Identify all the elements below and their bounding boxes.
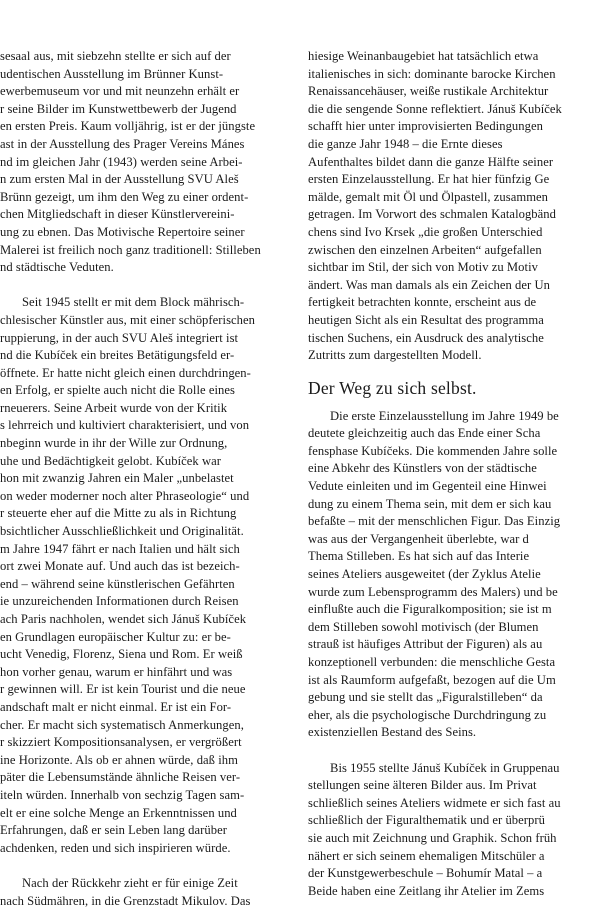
text-line: nähert er sich seinem ehemaligen Mitschüler a — [308, 848, 600, 866]
paragraph — [0, 294, 297, 857]
text-line: heutigen Sicht als ein Resultat des programma — [308, 312, 600, 330]
text-line: ucht Venedig, Florenz, Siena und Rom. Er weiß — [0, 646, 297, 664]
text-line: iteln würden. Innerhalb von sechzig Tagen sam- — [0, 787, 297, 805]
text-line: ie unzureichenden Informationen durch Reisen — [0, 593, 297, 611]
text-line: m Jahre 1947 fährt er nach Italien und hält sich — [0, 541, 297, 559]
text-line: ine Horizonte. Als ob er ahnen würde, daß ihm — [0, 752, 297, 770]
text-line: nd die Kubíček ein breites Betätigungsfeld er- — [0, 347, 297, 365]
text-line: chen Mitgliedschaft in dieser Künstlervereini- — [0, 206, 297, 224]
text-line: Seit 1945 stellt er mit dem Block mährisch- — [0, 294, 297, 312]
text-line: gebung und sie stellt das „Figuralstilleben“ da — [308, 689, 600, 707]
paragraph — [308, 48, 600, 365]
paragraph-gap — [0, 857, 297, 875]
text-line: ung zu ebnen. Das Motivische Repertoire seiner — [0, 224, 297, 242]
text-line: ort zwei Monate auf. Und auch das ist bezeich- — [0, 558, 297, 576]
paragraph-gap — [308, 742, 600, 760]
text-line: Die erste Einzelausstellung im Jahre 1949 be — [308, 408, 600, 426]
text-line: Vedute einleiten und im Gegenteil eine Hinwei — [308, 478, 600, 496]
text-line: wurde zum Lebensprogramm des Malers) und be — [308, 584, 600, 602]
text-line: stellungen seine älteren Bilder aus. Im Privat — [308, 777, 600, 795]
paragraph — [308, 760, 600, 901]
text-line: Zutritts zum dargestellten Modell. — [308, 347, 600, 365]
text-line: päter die Lebensumstände ähnliche Reisen ver- — [0, 769, 297, 787]
text-line: andschaft malt er nicht einmal. Er ist ein For- — [0, 699, 297, 717]
text-line: der Kunstgewerbeschule – Bohumír Matal – a — [308, 865, 600, 883]
text-line: rneuerers. Seine Arbeit wurde von der Kritik — [0, 400, 297, 418]
text-line: cher. Er macht sich systematisch Anmerkungen, — [0, 717, 297, 735]
text-line: ewerbemuseum vor und mit neunzehn erhält er — [0, 83, 297, 101]
text-line: hon vorher genau, warum er hinfährt und was — [0, 664, 297, 682]
text-line: udentischen Ausstellung im Brünner Kunst- — [0, 66, 297, 84]
paragraph — [308, 408, 600, 742]
text-line: r steuerte eher auf die Mitte zu als in Richtung — [0, 505, 297, 523]
text-line: fertigkeit betrachten konnte, erscheint aus de — [308, 294, 600, 312]
text-line: hon mit zwanzig Jahren ein Maler „unbelastet — [0, 470, 297, 488]
text-line: schafft hier unter improvisierten Bedingungen — [308, 118, 600, 136]
text-line: r seine Bilder im Kunstwettbewerb der Jugend — [0, 101, 297, 119]
text-line: die die sengende Sonne reflektiert. Jánuš Kubíček — [308, 101, 600, 119]
text-line: zwischen den einzelnen Arbeiten“ aufgefallen — [308, 242, 600, 260]
text-line: en Erfolg, er spielte auch nicht die Rolle eines — [0, 382, 297, 400]
text-line: en ersten Preis. Kaum volljährig, ist er der jüngste — [0, 118, 297, 136]
text-line: sesaal aus, mit siebzehn stellte er sich auf der — [0, 48, 297, 66]
text-line: elt er eine solche Menge an Erkenntnissen und — [0, 805, 297, 823]
text-line: einflußte auch die Figuralkomposition; sie ist m — [308, 601, 600, 619]
text-line: Aufenthaltes bildet dann die ganze Hälfte seiner — [308, 154, 600, 172]
text-line: chlesischer Künstler aus, mit einer schöpferischen — [0, 312, 297, 330]
paragraph-gap — [0, 277, 297, 295]
text-line: nbeginn wurde in ihr der Wille zur Ordnung, — [0, 435, 297, 453]
text-line: uhe und Bedächtigkeit gelobt. Kubíček war — [0, 453, 297, 471]
text-line: ersten Einzelausstellung. Er hat hier fünfzig Ge — [308, 171, 600, 189]
text-line: was aus der Vergangenheit überlebte, war d — [308, 531, 600, 549]
text-line: en Grundlagen europäischer Kultur zu: er be- — [0, 629, 297, 647]
text-line: bsichtlicher Ausschließlichkeit und Originalität. — [0, 523, 297, 541]
text-line: nd im gleichen Jahr (1943) werden seine Arbei- — [0, 154, 297, 172]
text-line: strauß ist häufiges Attribut der Figuren) als au — [308, 636, 600, 654]
text-line: s lehrreich und kultiviert charakterisiert, und von — [0, 417, 297, 435]
text-line: sie auch mit Zeichnung und Graphik. Schon früh — [308, 830, 600, 848]
text-line: nd städtische Veduten. — [0, 259, 297, 277]
text-line: Renaissancehäuser, weiße rustikale Architektur — [308, 83, 600, 101]
right-text-column — [308, 48, 600, 900]
text-line: Brünn gezeigt, um ihm den Weg zu einer ordent- — [0, 189, 297, 207]
text-line: Nach der Rückkehr zieht er für einige Zeit — [0, 875, 297, 893]
text-line: tischen Suchens, ein Ausdruck des analytische — [308, 330, 600, 348]
text-line: Malerei ist freilich noch ganz traditionell: Stilleben — [0, 242, 297, 260]
text-line: end – während seine künstlerischen Gefährten — [0, 576, 297, 594]
text-line: nach Südmähren, in die Grenzstadt Mikulov. Das — [0, 893, 297, 910]
text-line: achdenken, reden und sich inspirieren würde. — [0, 840, 297, 858]
text-line: fensphase Kubíčeks. Die kommenden Jahre solle — [308, 443, 600, 461]
text-line: on weder moderner noch alter Phraseologie“ und — [0, 488, 297, 506]
text-line: dem Stilleben sowohl motivisch (der Blumen — [308, 619, 600, 637]
paragraph — [0, 875, 297, 910]
text-line: die ganze Jahr 1948 – die Ernte dieses — [308, 136, 600, 154]
text-line: deutete gleichzeitig auch das Ende einer Scha — [308, 425, 600, 443]
text-line: ist als Raumform aufgefaßt, bezogen auf die Um — [308, 672, 600, 690]
text-line: r skizziert Kompositionsanalysen, er vergrößert — [0, 734, 297, 752]
text-line: chens sind Ivo Krsek „die großen Unterschied — [308, 224, 600, 242]
text-line: öffnete. Er hatte nicht gleich einen durchdringen- — [0, 365, 297, 383]
text-line: ruppierung, in der auch SVU Aleš integriert ist — [0, 330, 297, 348]
text-line: sichtbar im Stil, der sich von Motiv zu Motiv — [308, 259, 600, 277]
text-line: eher, als die psychologische Durchdringung zu — [308, 707, 600, 725]
text-line: ast in der Ausstellung des Prager Vereins Mánes — [0, 136, 297, 154]
text-line: existenziellen Bestand des Seins. — [308, 724, 600, 742]
text-line: Thema Stilleben. Es hat sich auf das Interie — [308, 548, 600, 566]
text-line: ändert. Was man damals als ein Zeichen der Un — [308, 277, 600, 295]
text-line: r gewinnen will. Er ist kein Tourist und die neue — [0, 681, 297, 699]
text-line: konzeptionell verbunden: die menschliche Gesta — [308, 654, 600, 672]
text-line: eine Abkehr des Künstlers von der städtische — [308, 460, 600, 478]
left-text-column — [0, 48, 297, 910]
text-line: schließlich der Figuralthematik und er überprü — [308, 812, 600, 830]
text-line: dung zu einem Thema sein, mit dem er sich kau — [308, 496, 600, 514]
section-heading: Der Weg zu sich selbst. — [308, 377, 600, 399]
text-line: hiesige Weinanbaugebiet hat tatsächlich etwa — [308, 48, 600, 66]
text-line: italienisches in sich: dominante barocke Kirchen — [308, 66, 600, 84]
text-line: Bis 1955 stellte Jánuš Kubíček in Gruppenau — [308, 760, 600, 778]
text-line: ach Paris nachholen, wendet sich Jánuš Kubíček — [0, 611, 297, 629]
text-line: Erfahrungen, daß er sein Leben lang darüber — [0, 822, 297, 840]
text-line: mälde, gemalt mit Öl und Ölpastell, zusammen — [308, 189, 600, 207]
text-line: befaßte – mit der menschlichen Figur. Das Einzig — [308, 513, 600, 531]
paragraph — [0, 48, 297, 277]
text-line: Beide haben eine Zeitlang ihr Atelier im Zems — [308, 883, 600, 901]
text-line: n zum ersten Mal in der Ausstellung SVU Aleš — [0, 171, 297, 189]
text-line: seines Ateliers ausgeweitet (der Zyklus Atelie — [308, 566, 600, 584]
text-line: getragen. Im Vorwort des schmalen Katalogbänd — [308, 206, 600, 224]
text-line: schließlich seines Ateliers widmete er sich fast au — [308, 795, 600, 813]
